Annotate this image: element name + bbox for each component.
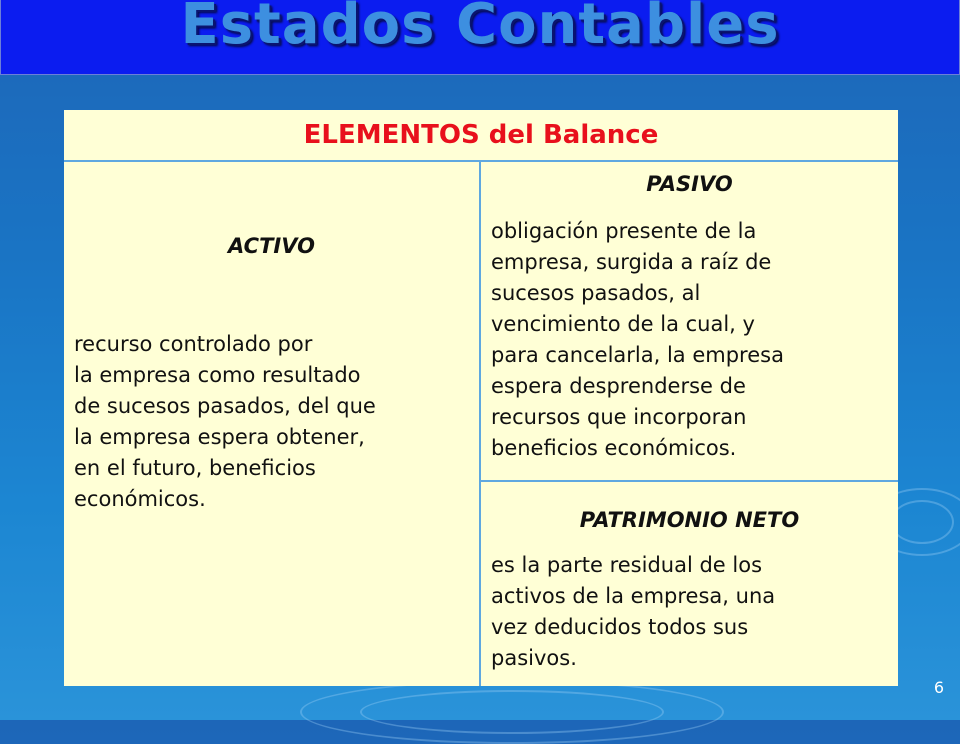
activo-line: la empresa como resultado xyxy=(74,363,361,387)
row-divider xyxy=(481,480,898,482)
pasivo-line: para cancelarla, la empresa xyxy=(491,343,784,367)
patrimonio-neto-line: pasivos. xyxy=(491,646,577,670)
activo-definition xyxy=(74,329,474,515)
pasivo-line: empresa, surgida a raíz de xyxy=(491,250,772,274)
patrimonio-neto-definition xyxy=(491,550,891,674)
table-header-text: ELEMENTOS del Balance xyxy=(303,120,659,150)
pasivo-definition xyxy=(491,216,891,464)
pasivo-line: recursos que incorporan xyxy=(491,405,747,429)
pasivo-line: espera desprenderse de xyxy=(491,374,746,398)
column-divider xyxy=(479,162,481,686)
activo-line: económicos. xyxy=(74,487,206,511)
balance-elements-table xyxy=(64,110,898,686)
activo-line: de sucesos pasados, del que xyxy=(74,394,376,418)
activo-line: recurso controlado por xyxy=(74,332,313,356)
patrimonio-neto-heading: PATRIMONIO NETO xyxy=(579,508,800,532)
activo-line: la empresa espera obtener, xyxy=(74,425,365,449)
table-header xyxy=(64,110,898,162)
patrimonio-neto-line: activos de la empresa, una xyxy=(491,584,776,608)
pasivo-heading: PASIVO xyxy=(646,172,733,196)
pasivo-line: vencimiento de la cual, y xyxy=(491,312,755,336)
slide-title: Estados Contables xyxy=(180,0,780,57)
patrimonio-neto-line: vez deducidos todos sus xyxy=(491,615,749,639)
pasivo-line: obligación presente de la xyxy=(491,219,757,243)
pasivo-line: beneficios económicos. xyxy=(491,436,737,460)
activo-heading: ACTIVO xyxy=(228,234,315,258)
activo-line: en el futuro, beneficios xyxy=(74,456,316,480)
slide-number: 6 xyxy=(933,678,944,697)
patrimonio-neto-line: es la parte residual de los xyxy=(491,553,763,577)
pasivo-line: sucesos pasados, al xyxy=(491,281,701,305)
background-ripple xyxy=(360,690,664,734)
